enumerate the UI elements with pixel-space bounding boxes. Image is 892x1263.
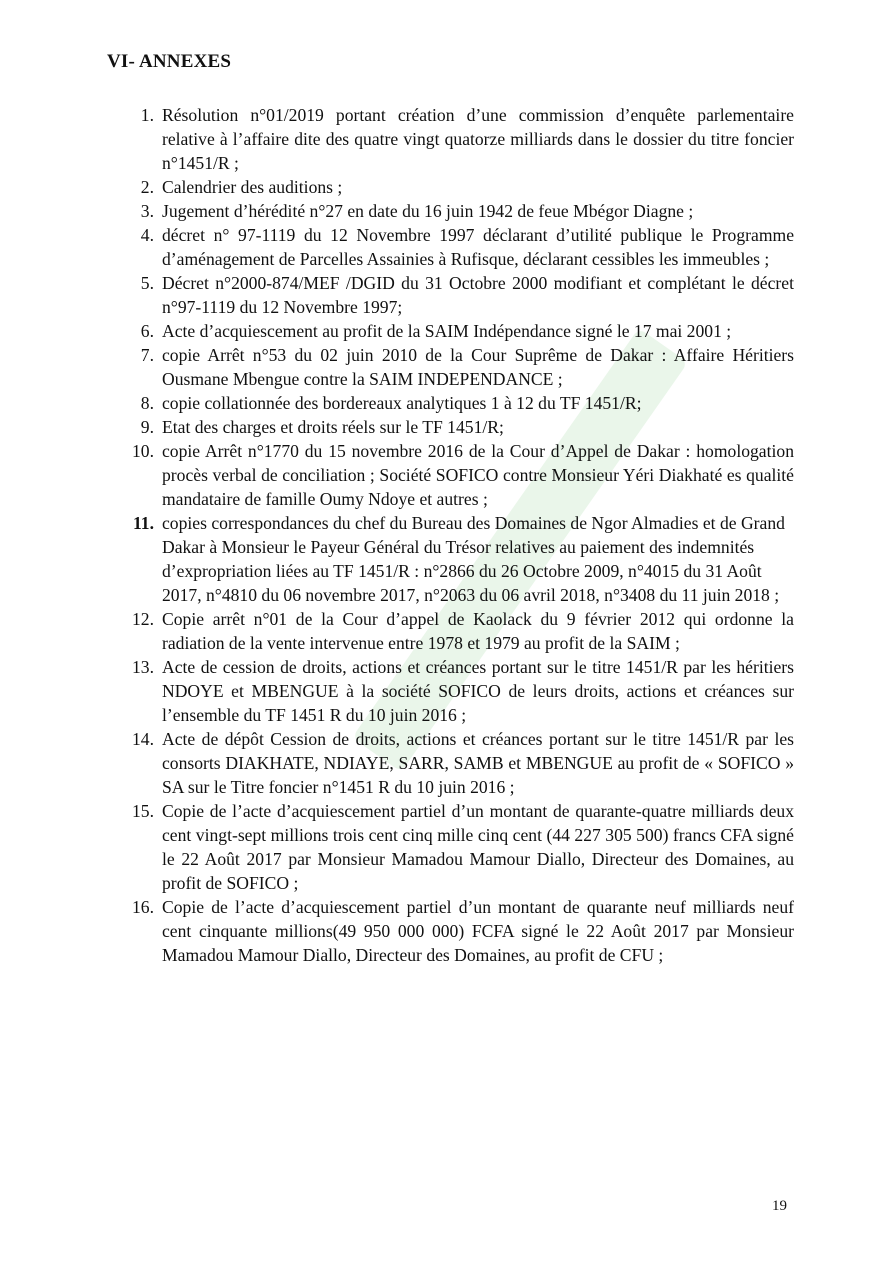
annex-item (108, 391, 794, 415)
annex-item (108, 271, 794, 319)
annex-item (108, 727, 794, 799)
annex-item (108, 511, 794, 607)
annex-item-text: copie Arrêt n°53 du 02 juin 2010 de la Cour Suprême de Dakar : Affaire Héritiers Ousmane Mbengue contre la SAIM INDEPENDANCE ; (162, 345, 794, 389)
annex-item-text: Acte d’acquiescement au profit de la SAIM Indépendance signé le 17 mai 2001 ; (162, 321, 732, 341)
annex-item-number: 16. (132, 897, 154, 917)
annex-item (108, 655, 794, 727)
annex-item-number: 11. (132, 513, 154, 533)
annex-item-text: Acte de dépôt Cession de droits, actions et créances portant sur le titre 1451/R par les consorts DIAKHATE, NDIAYE, SARR, SAMB et MBENGUE au profit de « SOFICO » SA sur le Titre foncier n°1451 R du 10 juin 2016 ; (162, 729, 794, 797)
annex-item-text: Copie de l’acte d’acquiescement partiel d’un montant de quarante neuf milliards neuf cent cinquante millions(49 950 000 000) FCFA signé le 22 Août 2017 par Monsieur Mamadou Mamour Diallo, Directeur des Domaines, au profit de CFU ; (162, 897, 794, 965)
annex-item-number: 1. (140, 105, 154, 125)
annex-item (108, 895, 794, 967)
annex-item (108, 439, 794, 511)
annex-item (108, 607, 794, 655)
annex-item-text: Acte de cession de droits, actions et créances portant sur le titre 1451/R par les héritiers NDOYE et MBENGUE à la société SOFICO de leurs droits, actions et créances sur l’ensemble du TF 1451 R du 10 juin 2016 ; (162, 657, 794, 725)
annex-item-number: 2. (140, 177, 154, 197)
annex-item (108, 799, 794, 895)
annex-item (108, 415, 794, 439)
annex-item (108, 199, 794, 223)
annex-item-number: 9. (140, 417, 154, 437)
annex-item-text: copie Arrêt n°1770 du 15 novembre 2016 de la Cour d’Appel de Dakar : homologation procès verbal de conciliation ; Société SOFICO contre Monsieur Yéri Diakhaté es qualité mandataire de famille Oumy Ndoye et autres ; (162, 441, 794, 509)
annex-item (108, 343, 794, 391)
annex-item-number: 4. (140, 225, 154, 245)
annex-item-text: copie collationnée des bordereaux analytiques 1 à 12 du TF 1451/R; (162, 393, 642, 413)
annex-item-number: 3. (140, 201, 154, 221)
annex-item-number: 12. (132, 609, 154, 629)
annex-item (108, 319, 794, 343)
annex-item (108, 103, 794, 175)
annex-list (108, 103, 794, 967)
annex-item-number: 13. (132, 657, 154, 677)
annex-item-text: Résolution n°01/2019 portant création d’une commission d’enquête parlementaire relative à l’affaire dite des quatre vingt quatorze milliards dans le dossier du titre foncier n°1451/R ; (162, 105, 794, 173)
annex-item-text: Calendrier des auditions ; (162, 177, 343, 197)
annex-item-number: 14. (132, 729, 154, 749)
annex-item (108, 175, 794, 199)
annex-item-number: 7. (140, 345, 154, 365)
annex-item-text: Etat des charges et droits réels sur le TF 1451/R; (162, 417, 504, 437)
page-number: 19 (772, 1198, 787, 1214)
annex-item-number: 6. (140, 321, 154, 341)
annex-item-number: 5. (140, 273, 154, 293)
annex-item-number: 15. (132, 801, 154, 821)
annex-item-number: 8. (140, 393, 154, 413)
annex-item-text: Copie de l’acte d’acquiescement partiel d’un montant de quarante-quatre milliards deux cent vingt-sept millions trois cent cinq mille cinq cent (44 227 305 500) francs CFA signé le 22 Août 2017 par Monsieur Mamadou Mamour Diallo, Directeur des Domaines, au profit de SOFICO ; (162, 801, 794, 893)
annex-item (108, 223, 794, 271)
section-title: VI- ANNEXES (107, 51, 232, 72)
annex-item-text: décret n° 97-1119 du 12 Novembre 1997 déclarant d’utilité publique le Programme d’aménagement de Parcelles Assainies à Rufisque, déclarant cessibles les immeubles ; (162, 225, 794, 269)
annex-item-text: Jugement d’hérédité n°27 en date du 16 juin 1942 de feue Mbégor Diagne ; (162, 201, 694, 221)
annex-item-number: 10. (132, 441, 154, 461)
annex-item-text: copies correspondances du chef du Bureau des Domaines de Ngor Almadies et de Grand Dakar à Monsieur le Payeur Général du Trésor relatives au paiement des indemnités d’expropriation liées au TF 1451/R : n°2866 du 26 Octobre 2009, n°4015 du 31 Août 2017, n°4810 du 06 novembre 2017, n°2063 du 06 avril 2018, n°3408 du 11 juin 2018 ; (162, 513, 785, 605)
annex-item-text: Copie arrêt n°01 de la Cour d’appel de Kaolack du 9 février 2012 qui ordonne la radiation de la vente intervenue entre 1978 et 1979 au profit de la SAIM ; (162, 609, 794, 653)
annex-item-text: Décret n°2000-874/MEF /DGID du 31 Octobre 2000 modifiant et complétant le décret n°97-1119 du 12 Novembre 1997; (162, 273, 794, 317)
